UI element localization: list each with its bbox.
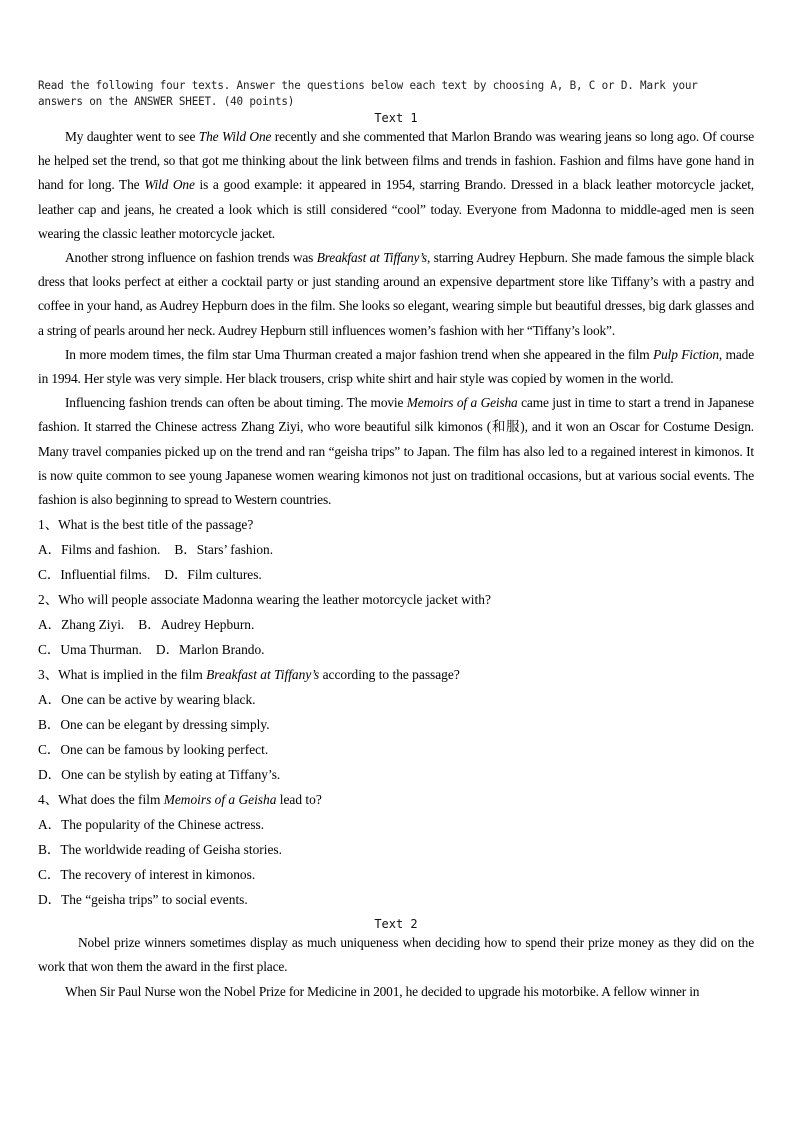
paragraph — [38, 125, 754, 246]
option-line — [38, 637, 754, 662]
question-stem — [38, 787, 754, 812]
option-letter: B． — [38, 842, 61, 858]
option-line — [38, 612, 754, 637]
option-letter: B． — [174, 542, 197, 558]
option-letter: A． — [38, 817, 62, 833]
text-run: recently and she commented that Marlon Brando was wearing jeans so long ago. Of course he helped set the trend, so that got me thinking about the link between films and trends in fashion. Fashion and films have gone hand in hand for long. The — [38, 129, 754, 193]
text2-title: Text 2 — [374, 917, 418, 932]
option-line — [38, 712, 754, 737]
question-stem — [38, 662, 754, 687]
option-text: The worldwide reading of Geisha stories. — [60, 842, 282, 858]
italic-title: Pulp Fiction — [653, 346, 719, 362]
question-number: 4、 — [38, 792, 59, 808]
text1-passage — [38, 125, 754, 512]
option-text: Audrey Hepburn. — [160, 617, 255, 633]
answer-option — [174, 542, 273, 557]
italic-title: Wild One — [144, 177, 195, 193]
text-run: according to the passage? — [319, 667, 460, 683]
answer-option — [38, 742, 268, 757]
option-letter: D． — [38, 892, 62, 908]
option-letter: B． — [38, 717, 61, 733]
exam-page — [38, 78, 754, 1004]
option-letter: C． — [38, 867, 61, 883]
option-text: Uma Thurman. — [60, 642, 142, 658]
option-line — [38, 687, 754, 712]
italic-title: Breakfast at Tiffany’s — [206, 667, 320, 683]
option-line — [38, 537, 754, 562]
option-text: Film cultures. — [187, 567, 262, 583]
option-line — [38, 762, 754, 787]
option-text: Zhang Ziyi. — [61, 617, 125, 633]
text-run: , made in 1994. Her style was very simple. Her black trousers, crisp white shirt and hair style was copied by women in the world. — [38, 346, 755, 387]
paragraph — [38, 980, 754, 1004]
answer-option — [38, 892, 248, 907]
answer-option — [38, 717, 270, 732]
answer-option — [38, 842, 282, 857]
answer-option — [38, 767, 280, 782]
option-letter: D． — [155, 642, 179, 658]
option-line — [38, 887, 754, 912]
answer-option — [38, 642, 142, 657]
answer-option — [138, 617, 254, 632]
paragraph — [38, 391, 754, 512]
option-text: The recovery of interest in kimonos. — [60, 867, 256, 883]
text1-title: Text 1 — [374, 111, 418, 125]
option-text: Stars’ fashion. — [196, 542, 274, 558]
text-run: Influencing fashion trends can often be about timing. The movie — [65, 395, 407, 411]
option-letter: B． — [138, 617, 161, 633]
option-letter: D． — [38, 767, 62, 783]
option-text: Marlon Brando. — [178, 642, 265, 658]
text-run: What is implied in the film — [58, 667, 207, 683]
option-line — [38, 737, 754, 762]
option-line — [38, 837, 754, 862]
text-run: In more modem times, the film star Uma Thurman created a major fashion trend when she appeared in the film — [65, 346, 654, 362]
text-run: came just in time to start a trend in Japanese fashion. It starred the Chinese actress Zhang Ziyi, who wore beautiful silk kimonos (和服), and it won an Oscar for Costume Design. Many travel companies picked up on the trend and ran “geisha trips” to Japan. The film has also led to a regained interest in kimonos. It is now quite common to see young Japanese women wearing kimonos not just on traditional occasions, but at various social events. The fashion is also beginning to spread to Western countries. — [38, 395, 754, 508]
paragraph — [38, 343, 754, 391]
text1-questions — [38, 512, 754, 912]
question-number: 3、 — [38, 667, 59, 683]
option-text: The “geisha trips” to social events. — [61, 892, 248, 908]
option-text: One can be elegant by dressing simply. — [60, 717, 270, 733]
italic-title: Memoirs of a Geisha — [406, 395, 518, 411]
text-run: Nobel prize winners sometimes display as much uniqueness when deciding how to spend their prize money as they did on the work that won them the award in the first place. — [38, 935, 754, 975]
question-number: 2、 — [38, 592, 59, 608]
text-run: , starring Audrey Hepburn. She made famous the simple black dress that looks perfect at either a cocktail party or just standing around an expensive department store like Tiffany’s with a pastry and coffee in your hand, as Audrey Hepburn does in the film. She looks so elegant, wearing simple but beautiful dresses, big dark glasses and a string of pearls around her neck. Audrey Hepburn still influences women’s fashion with her “Tiffany’s look”. — [38, 250, 755, 338]
text2-passage — [38, 931, 754, 1004]
text-run: What is the best title of the passage? — [58, 517, 254, 533]
text-run: lead to? — [276, 792, 322, 808]
option-line — [38, 562, 754, 587]
italic-title: Breakfast at Tiffany’s — [316, 250, 427, 266]
italic-title: Memoirs of a Geisha — [163, 792, 277, 808]
paragraph — [38, 246, 754, 343]
answer-option — [38, 817, 264, 832]
paragraph — [38, 931, 754, 979]
instructions: Read the following four texts. Answer the questions below each text by choosing A, B, C or D. Mark your answers on the ANSWER SHEET. (40 points) — [38, 79, 698, 108]
answer-option — [156, 642, 265, 657]
option-letter: C． — [38, 642, 61, 658]
answer-option — [38, 567, 150, 582]
option-text: Films and fashion. — [61, 542, 161, 558]
text-run: is a good example: it appeared in 1954, starring Brando. Dressed in a black leather motorcycle jacket, leather cap and jeans, he created a look which is still considered “cool” today. Everyone from Madonna to middle-aged men is seen wearing the classic leather motorcycle jacket. — [38, 177, 754, 241]
option-letter: C． — [38, 567, 61, 583]
option-letter: C． — [38, 742, 61, 758]
option-letter: A． — [38, 617, 62, 633]
option-text: One can be famous by looking perfect. — [60, 742, 269, 758]
text-run: When Sir Paul Nurse won the Nobel Prize for Medicine in 2001, he decided to upgrade his motorbike. A fellow winner in — [65, 983, 700, 999]
answer-option — [38, 542, 160, 557]
option-text: Influential films. — [60, 567, 151, 583]
answer-option — [38, 867, 255, 882]
answer-option — [38, 617, 124, 632]
option-line — [38, 862, 754, 887]
text-run: Who will people associate Madonna wearing the leather motorcycle jacket with? — [58, 592, 491, 608]
question-number: 1、 — [38, 517, 59, 533]
option-text: One can be stylish by eating at Tiffany’s. — [61, 767, 281, 783]
option-text: The popularity of the Chinese actress. — [61, 817, 265, 833]
text-run: What does the film — [58, 792, 164, 808]
italic-title: The Wild One — [198, 129, 272, 144]
text-run: My daughter went to see — [65, 129, 199, 144]
option-letter: D． — [164, 567, 188, 583]
option-line — [38, 812, 754, 837]
text-run: Another strong influence on fashion trends was — [65, 250, 317, 266]
question-stem — [38, 587, 754, 612]
answer-option — [38, 692, 256, 707]
answer-option — [164, 567, 261, 582]
option-letter: A． — [38, 542, 62, 558]
option-letter: A． — [38, 692, 62, 708]
question-stem — [38, 512, 754, 537]
option-text: One can be active by wearing black. — [61, 692, 256, 708]
